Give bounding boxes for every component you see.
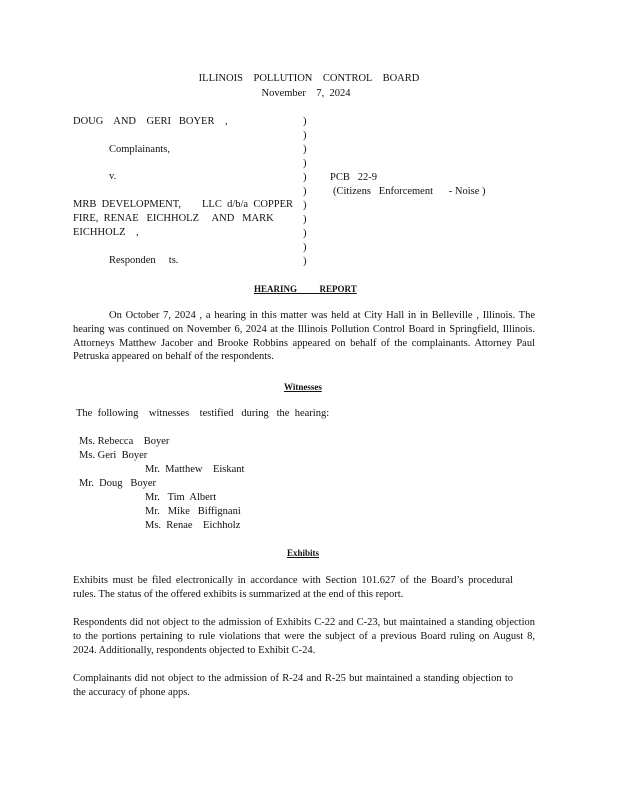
bracket: ) [303,242,307,253]
bracket: ) [303,214,307,225]
exhibits-paragraph-2: Respondents did not object to the admission of Exhibits C-22 and C-23, but maintained a standing objection to the portions pertaining to rule violations that were the subject of a previous Board ruling on August 8, 2024. Additionally, respondents objected to Exhibit C-24. [73,617,535,656]
bracket: ) [303,130,307,141]
bracket: ) [303,186,307,197]
witness-item: Ms. Rebecca Boyer [79,436,170,447]
witness-item: Mr. Doug Boyer [79,478,156,489]
bracket: ) [303,158,307,169]
bracket: ) [303,256,307,267]
case-number: PCB 22-9 [330,172,377,183]
witness-item: Mr. Tim Albert [145,492,217,503]
intro-paragraph: On October 7, 2024 , a hearing in this matter was held at City Hall in in Belleville , Illinois. The hearing was continued on November 6, 2024 at the Illinois Pollution Control Board in Springfield, Illinois. Attorneys Matthew Jacober and Brooke Robbins appeared on behalf of the complainants. Attorney Paul Petruska appeared on behalf of the respondents. [73,310,535,363]
witness-item: Ms. Geri Boyer [79,450,148,461]
complainants-label: Complainants, [109,144,170,155]
case-type: (Citizens Enforcement - Noise ) [333,186,486,197]
witnesses-intro: The following witnesses testified during the hearing: [76,408,330,419]
bracket: ) [303,116,307,127]
respondents-names-line1: MRB DEVELOPMENT, LLC d/b/a COPPER [73,199,294,210]
bracket: ) [303,144,307,155]
witnesses-heading: Witnesses [284,382,322,392]
exhibits-paragraph-1: Exhibits must be filed electronically in accordance with Section 101.627 of the Board’s procedural rules. The status of the offered exhibits is summarized at the end of this report. [73,575,513,600]
respondents-label: Responden ts. [109,255,179,266]
exhibits-paragraph-3: Complainants did not object to the admission of R-24 and R-25 but maintained a standing objection to the accuracy of phone apps. [73,673,513,698]
respondents-names-line2: FIRE, RENAE EICHHOLZ AND MARK [73,213,274,224]
versus-label: v. [109,171,117,182]
report-heading: HEARING REPORT [254,284,357,294]
complainants-names: DOUG AND GERI BOYER , [73,116,228,127]
bracket: ) [303,200,307,211]
respondents-names-line3: EICHHOLZ , [73,227,139,238]
exhibits-heading: Exhibits [287,548,320,558]
witness-item: Ms. Renae Eichholz [145,520,241,531]
document-date: November 7, 2024 [261,88,351,99]
witness-item: Mr. Matthew Eiskant [145,464,245,475]
board-title: ILLINOIS POLLUTION CONTROL BOARD [198,73,420,84]
bracket: ) [303,228,307,239]
bracket: ) [303,172,307,183]
witness-item: Mr. Mike Biffignani [145,506,241,517]
